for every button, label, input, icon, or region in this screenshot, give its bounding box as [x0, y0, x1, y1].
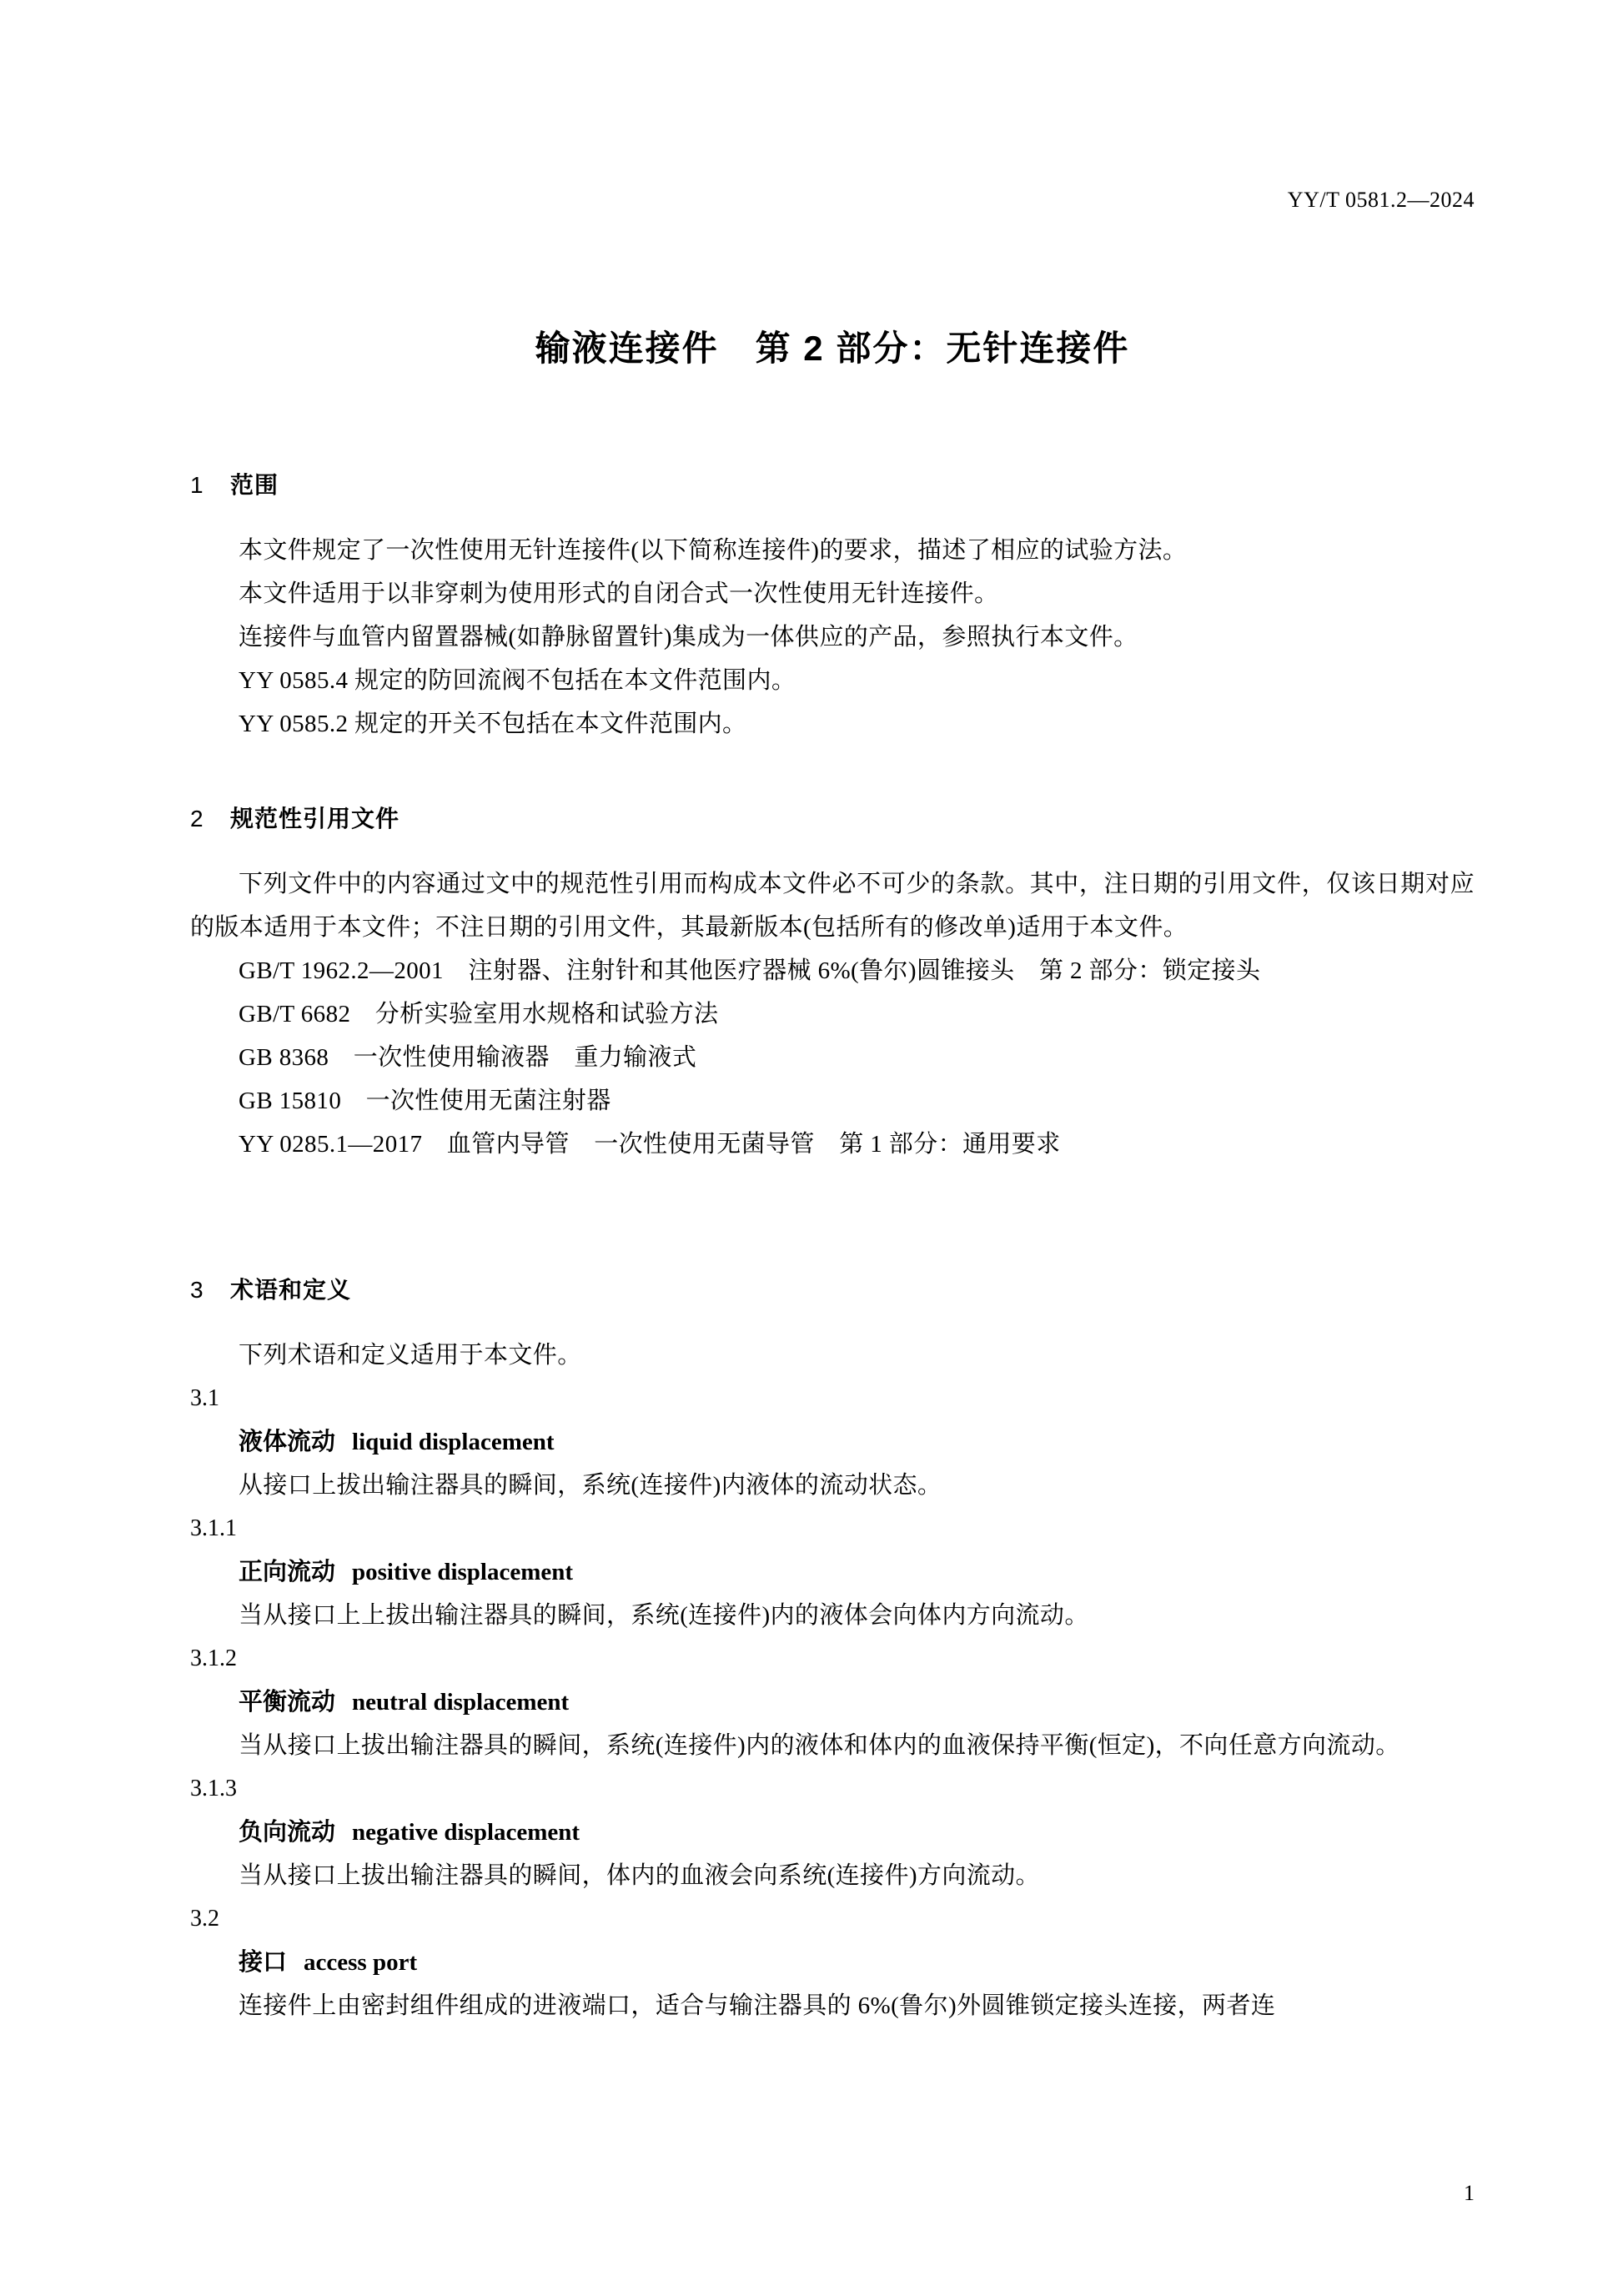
term-entry — [190, 1897, 1475, 2027]
term-entry — [190, 1637, 1475, 1767]
section-scope — [190, 467, 1475, 746]
term-number: 3.1.2 — [190, 1645, 237, 1671]
term-definition: 连接件上由密封组件组成的进液端口，适合与输注器具的 6%(鲁尔)外圆锥锁定接头连接，两者连 — [239, 1992, 1276, 2019]
term-name — [190, 1811, 1475, 1854]
list-item: GB/T 6682 分析实验室用水规格和试验方法 — [239, 1001, 719, 1027]
list-item: GB/T 1962.2—2001 注射器、注射针和其他医疗器械 6%(鲁尔)圆锥接头 第 2 部分：锁定接头 — [239, 957, 1261, 984]
section-terms-and-definitions — [190, 1272, 1475, 2027]
term-number: 3.1 — [190, 1385, 219, 1411]
term-number: 3.1.3 — [190, 1776, 237, 1801]
section-number-2: 2 — [190, 806, 204, 831]
term-entry — [190, 1507, 1475, 1637]
term-name-en: liquid displacement — [352, 1429, 555, 1455]
term-name-en: neutral displacement — [352, 1689, 570, 1716]
page-title: 输液连接件 第 2 部分：无针连接件 — [535, 329, 1130, 368]
paragraph: 本文件适用于以非穿刺为使用形式的自闭合式一次性使用无针连接件。 — [239, 580, 999, 607]
term-name-zh: 接口 — [239, 1949, 288, 1976]
page-number: 1 — [1464, 2181, 1475, 2205]
term-name — [190, 1420, 1475, 1464]
section-heading-2 — [190, 801, 1475, 834]
term-name-zh: 正向流动 — [239, 1559, 336, 1585]
term-name-zh: 平衡流动 — [239, 1689, 336, 1716]
paragraph: YY 0585.4 规定的防回流阀不包括在本文件范围内。 — [239, 667, 796, 694]
paragraph: 下列术语和定义适用于本文件。 — [239, 1342, 582, 1369]
page-header-standard-id: YY/T 0581.2—2024 — [1287, 188, 1475, 212]
term-definition: 当从接口上拔出输注器具的瞬间，体内的血液会向系统(连接件)方向流动。 — [239, 1862, 1040, 1889]
term-definition: 当从接口上拔出输注器具的瞬间，系统(连接件)内的液体和体内的血液保持平衡(恒定)，不向任意方向流动。 — [239, 1732, 1400, 1759]
term-entry — [190, 1767, 1475, 1897]
paragraph: 本文件规定了一次性使用无针连接件(以下简称连接件)的要求，描述了相应的试验方法。 — [239, 537, 1188, 564]
list-item: YY 0285.1—2017 血管内导管 一次性使用无菌导管 第 1 部分：通用要求 — [239, 1131, 1061, 1158]
section-title-1: 范围 — [230, 472, 279, 498]
term-entry — [190, 1377, 1475, 1507]
term-definition: 当从接口上上拔出输注器具的瞬间，系统(连接件)内的液体会向体内方向流动。 — [239, 1602, 1089, 1629]
term-name-zh: 负向流动 — [239, 1819, 336, 1846]
term-name — [190, 1941, 1475, 1984]
term-definition: 从接口上拔出输注器具的瞬间，系统(连接件)内液体的流动状态。 — [239, 1472, 942, 1499]
term-name — [190, 1550, 1475, 1594]
section-title-3: 术语和定义 — [230, 1277, 352, 1303]
section-normative-references — [190, 801, 1475, 1166]
list-item: GB 15810 一次性使用无菌注射器 — [239, 1088, 611, 1114]
paragraph: 下列文件中的内容通过文中的规范性引用而构成本文件必不可少的条款。其中，注日期的引用文件，仅该日期对应的版本适用于本文件；不注日期的引用文件，其最新版本(包括所有的修改单)适用于本文件。 — [190, 871, 1475, 941]
term-name-en: access port — [304, 1949, 418, 1976]
term-number: 3.1.1 — [190, 1515, 237, 1541]
term-name-en: positive displacement — [352, 1559, 574, 1585]
section-title-2: 规范性引用文件 — [230, 806, 400, 831]
term-name-en: negative displacement — [352, 1819, 580, 1846]
term-name-zh: 液体流动 — [239, 1429, 336, 1455]
reference-list — [190, 949, 1475, 1166]
section-heading-1 — [190, 467, 1475, 500]
list-item: GB 8368 一次性使用输液器 重力输液式 — [239, 1044, 697, 1071]
paragraph: YY 0585.2 规定的开关不包括在本文件范围内。 — [239, 711, 747, 737]
term-number: 3.2 — [190, 1906, 219, 1932]
section-number-1: 1 — [190, 472, 204, 498]
section-number-3: 3 — [190, 1277, 204, 1303]
section-heading-3 — [190, 1272, 1475, 1305]
term-name — [190, 1681, 1475, 1724]
paragraph: 连接件与血管内留置器械(如静脉留置针)集成为一体供应的产品，参照执行本文件。 — [239, 624, 1138, 651]
